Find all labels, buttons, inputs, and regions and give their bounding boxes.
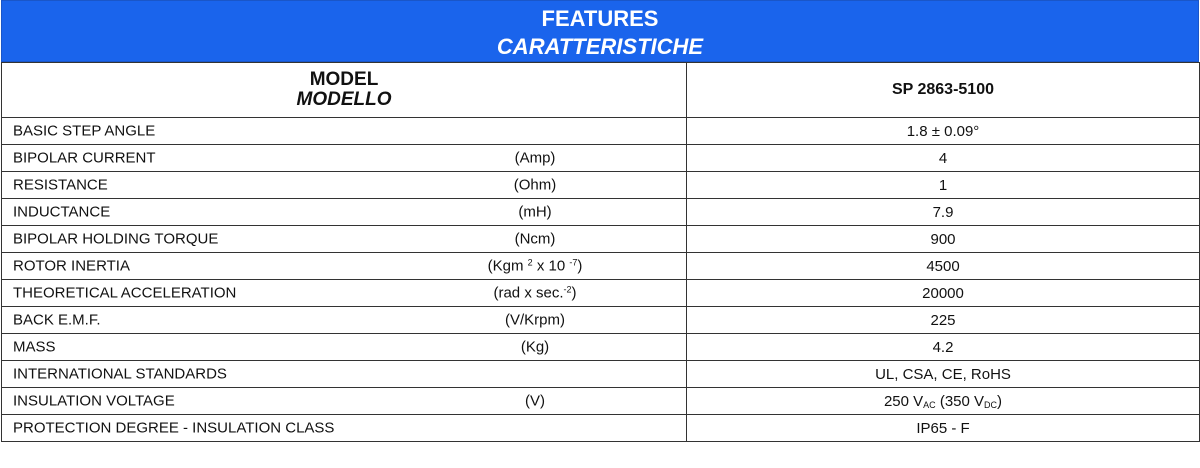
table-row (2, 388, 1200, 415)
param-unit: (Ncm) (514, 230, 556, 248)
param-cell (2, 199, 687, 226)
banner-subtitle: CARATTERISTICHE (496, 34, 704, 59)
param-value: 4 (687, 145, 1200, 172)
model-label: MODEL (309, 69, 379, 90)
param-cell (2, 361, 687, 388)
param-value: 900 (687, 226, 1200, 253)
param-unit: (Amp) (514, 149, 556, 167)
banner-title: FEATURES (541, 6, 659, 31)
param-name: BIPOLAR HOLDING TORQUE (13, 230, 219, 248)
param-unit: (V) (525, 392, 545, 410)
param-value: 4500 (687, 253, 1200, 280)
table-row (2, 361, 1200, 388)
param-cell (2, 307, 687, 334)
param-unit: (rad x sec.$^{-2}$) (493, 284, 577, 302)
table-row (2, 118, 1200, 145)
param-value: 4.2 (687, 334, 1200, 361)
param-cell (2, 388, 687, 415)
param-value: 1 (687, 172, 1200, 199)
param-unit: (V/Krpm) (505, 311, 565, 329)
param-name: RESISTANCE (13, 176, 108, 194)
table-row (2, 334, 1200, 361)
param-name: PROTECTION DEGREE - INSULATION CLASS (13, 419, 335, 437)
param-name: INDUCTANCE (13, 203, 111, 221)
table-row (2, 307, 1200, 334)
param-name: THEORETICAL ACCELERATION (13, 284, 237, 302)
param-cell (2, 334, 687, 361)
param-value: 7.9 (687, 199, 1200, 226)
param-value: IP65 - F (687, 415, 1200, 442)
param-unit: (Ohm) (513, 176, 557, 194)
param-name: INTERNATIONAL STANDARDS (13, 365, 227, 383)
table-row (2, 280, 1200, 307)
param-name: INSULATION VOLTAGE (13, 392, 175, 410)
param-cell (2, 118, 687, 145)
param-cell (2, 280, 687, 307)
param-name: BACK E.M.F. (13, 311, 101, 329)
param-cell (2, 415, 687, 442)
param-name: ROTOR INERTIA (13, 257, 130, 275)
table-row (2, 145, 1200, 172)
table-row (2, 226, 1200, 253)
param-cell (2, 172, 687, 199)
param-value: 20000 (687, 280, 1200, 307)
param-unit: (Kg) (520, 338, 550, 356)
param-name: BASIC STEP ANGLE (13, 122, 156, 140)
features-banner (1, 0, 1199, 62)
param-value: 250 $V_{AC}$ (350 $V_{DC}$) (687, 388, 1200, 415)
features-table (1, 62, 1200, 442)
model-value-cell: SP 2863-5100 (687, 63, 1200, 118)
param-value: 1.8 ± 0.09° (687, 118, 1200, 145)
table-header-row (2, 63, 1200, 118)
table-row (2, 253, 1200, 280)
param-value: UL, CSA, CE, RoHS (687, 361, 1200, 388)
model-header-cell (2, 63, 687, 118)
table-row (2, 172, 1200, 199)
param-unit: (mH) (518, 203, 552, 221)
model-label-italian: MODELLO (296, 89, 392, 110)
param-cell (2, 145, 687, 172)
param-name: BIPOLAR CURRENT (13, 149, 156, 167)
param-cell (2, 253, 687, 280)
param-cell (2, 226, 687, 253)
param-value: 225 (687, 307, 1200, 334)
table-row (2, 415, 1200, 442)
param-unit: (Kgm $^2$ x 10 $^{-7}$) (487, 257, 583, 275)
table-row (2, 199, 1200, 226)
param-name: MASS (13, 338, 56, 356)
